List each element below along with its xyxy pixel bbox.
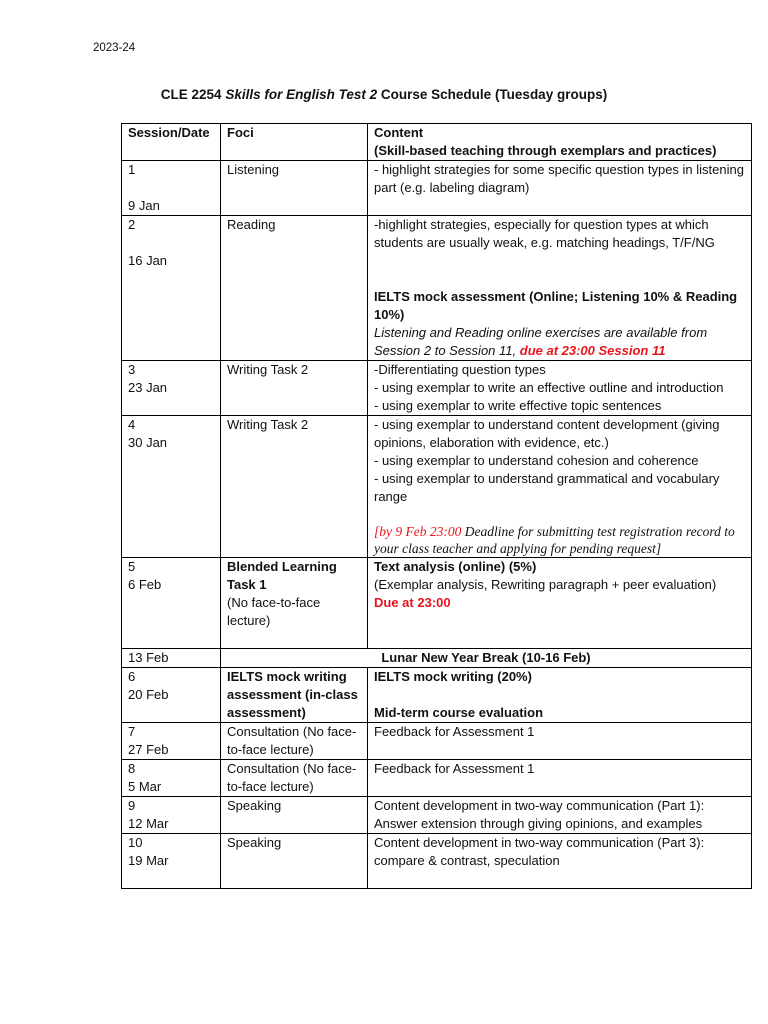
foci-cell: Speaking: [221, 834, 368, 889]
mock-due-text: due at 23:00 Session 11: [519, 343, 666, 358]
session-number: 4: [128, 417, 136, 432]
session-cell: [122, 723, 221, 760]
document-year: 2023-24: [93, 42, 136, 54]
session-date: 6 Feb: [128, 577, 162, 592]
session-number: 5: [128, 559, 136, 574]
break-row: [122, 649, 752, 668]
content-cell: Feedback for Assessment 1: [368, 723, 752, 760]
content-cell: Content development in two-way communication (Part 1): Answer extension through giving opinions, and examples: [368, 797, 752, 834]
mock-assessment-note: [374, 324, 745, 360]
content-cell: Content development in two-way communication (Part 3): compare & contrast, speculation: [368, 834, 752, 889]
deadline-text: Deadline for submitting test registration record to your class teacher and applying for pending request]: [374, 524, 735, 556]
header-content-label: Content: [374, 125, 424, 140]
content-cell: [368, 361, 752, 416]
session-date: 27 Feb: [128, 742, 169, 757]
schedule-table: [121, 123, 752, 889]
session-cell: [122, 361, 221, 416]
evaluation-title: Mid-term course evaluation: [374, 705, 544, 720]
foci-cell: Writing Task 2: [221, 361, 368, 416]
session-cell: [122, 668, 221, 723]
session-date: 23 Jan: [128, 380, 168, 395]
session-number: 3: [128, 362, 136, 377]
session-cell: [122, 797, 221, 834]
content-line: -Differentiating question types: [374, 362, 546, 377]
table-row: [122, 416, 752, 558]
foci-note: (No face-to-face lecture): [227, 595, 321, 628]
content-cell: [368, 416, 752, 558]
foci-cell: Listening: [221, 161, 368, 216]
content-line: -highlight strategies, especially for question types at which students are usually weak, e.g. matching headings, T/F/NG: [374, 217, 715, 250]
break-date: 13 Feb: [122, 649, 221, 668]
table-row: [122, 161, 752, 216]
session-number: 9: [128, 798, 136, 813]
table-row: [122, 834, 752, 889]
content-line: - using exemplar to understand content development (giving opinions, elaboration with evidence, etc.): [374, 417, 720, 450]
session-date: 16 Jan: [128, 253, 168, 268]
assessment-title: IELTS mock writing (20%): [374, 669, 532, 684]
foci-cell: Consultation (No face-to-face lecture): [221, 760, 368, 797]
content-cell: [368, 216, 752, 361]
foci-cell: Consultation (No face-to-face lecture): [221, 723, 368, 760]
session-cell: [122, 760, 221, 797]
header-session: Session/Date: [122, 124, 221, 161]
foci-cell: Writing Task 2: [221, 416, 368, 558]
content-line: - using exemplar to understand grammatical and vocabulary range: [374, 471, 720, 504]
session-cell: [122, 161, 221, 216]
table-row: [122, 558, 752, 649]
session-date: 20 Feb: [128, 687, 169, 702]
table-row: [122, 760, 752, 797]
deadline-date: [by 9 Feb 23:00: [374, 524, 462, 539]
header-foci: Foci: [221, 124, 368, 161]
foci-cell: IELTS mock writing assessment (in-class assessment): [221, 668, 368, 723]
content-line: - highlight strategies for some specific question types in listening part (e.g. labeling diagram): [374, 162, 744, 195]
course-name: Skills for English Test 2: [225, 87, 378, 102]
session-number: 6: [128, 669, 136, 684]
header-content: [368, 124, 752, 161]
page-title: [0, 87, 768, 102]
session-date: 19 Mar: [128, 853, 169, 868]
table-row: [122, 723, 752, 760]
content-line: - using exemplar to write effective topic sentences: [374, 398, 662, 413]
table-row: [122, 216, 752, 361]
task-due: Due at 23:00: [374, 595, 451, 610]
table-row: [122, 797, 752, 834]
session-number: 2: [128, 217, 136, 232]
content-line: - using exemplar to write an effective outline and introduction: [374, 380, 724, 395]
foci-cell: [221, 558, 368, 649]
content-line: - using exemplar to understand cohesion and coherence: [374, 453, 699, 468]
content-cell: [368, 161, 752, 216]
content-cell: [368, 668, 752, 723]
course-code: CLE 2254: [160, 87, 222, 102]
session-cell: [122, 416, 221, 558]
session-date: 30 Jan: [128, 435, 168, 450]
header-row: [122, 124, 752, 161]
header-content-sub: (Skill-based teaching through exemplars and practices): [374, 143, 717, 158]
content-cell: [368, 558, 752, 649]
mock-assessment-title: IELTS mock assessment (Online; Listening 10% & Reading 10%): [374, 289, 738, 322]
foci-cell: Reading: [221, 216, 368, 361]
session-number: 1: [128, 162, 136, 177]
table-row: [122, 668, 752, 723]
session-date: 9 Jan: [128, 198, 160, 213]
session-cell: [122, 216, 221, 361]
title-suffix: Course Schedule (Tuesday groups): [380, 87, 608, 102]
session-number: 8: [128, 761, 136, 776]
session-cell: [122, 558, 221, 649]
mock-note-text: Listening and Reading online exercises are available from Session 2 to Session 11,: [374, 325, 708, 358]
task-detail: (Exemplar analysis, Rewriting paragraph + peer evaluation): [374, 577, 717, 592]
foci-cell: Speaking: [221, 797, 368, 834]
task-title: Text analysis (online) (5%): [374, 559, 537, 574]
session-number: 7: [128, 724, 136, 739]
content-cell: Feedback for Assessment 1: [368, 760, 752, 797]
session-date: 12 Mar: [128, 816, 169, 831]
session-number: 10: [128, 835, 143, 850]
foci-title: Blended Learning Task 1: [227, 559, 337, 592]
table-row: [122, 361, 752, 416]
registration-deadline: [374, 524, 745, 557]
session-cell: [122, 834, 221, 889]
session-date: 5 Mar: [128, 779, 162, 794]
break-label: Lunar New Year Break (10-16 Feb): [221, 649, 752, 668]
